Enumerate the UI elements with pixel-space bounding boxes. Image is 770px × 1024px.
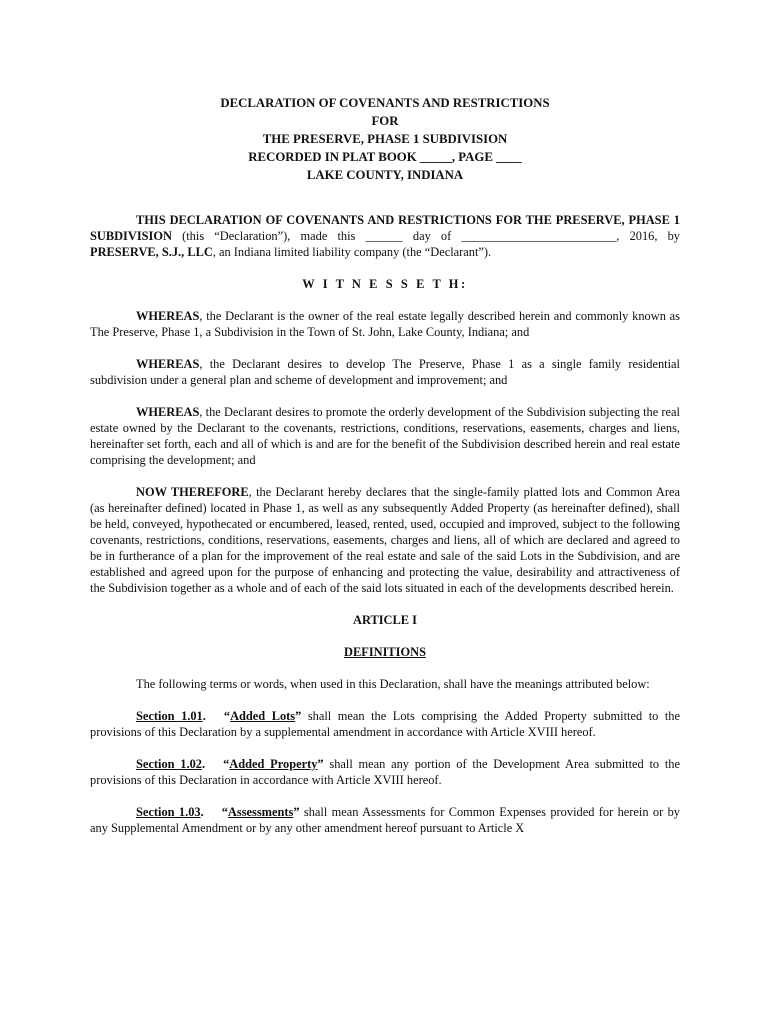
now-therefore-text: , the Declarant hereby declares that the single-family platted lots and Common Area (as hereinafter defined) located in Phase 1, as well as any subsequently Added Property (as hereinafter defined), shall be held, conveyed, hypothecated or encumbered, leased, rented, used, occupied and improved, subject to the following covenants, restrictions, conditions, reservations, easements, charges and liens, all of which are declared and agreed to be in furtherance of a plan for the improvement of the real estate and sale of the said Lots in the Subdivision, and are established and agreed upon for the purpose of enhancing and protecting the value, desirability and attractiveness of the Subdivision together as a whole and of each of the said lots situated in each of the developments described herein. (90, 485, 680, 595)
section-1-03-term: Assessments (227, 805, 294, 819)
definitions-intro: The following terms or words, when used in this Declaration, shall have the meanings attributed below: (136, 677, 650, 691)
section-1-01-text: shall mean the Lots comprising the Added Property submitted to the provisions of this Declaration by a supplemental amendment in accordance with Article XVIII hereof. (90, 709, 680, 739)
section-1-01: Section 1.01. “Added Lots” shall mean the Lots comprising the Added Property submitted to the provisions of this Declaration by a supplemental amendment in accordance with Article XVIII hereof. (90, 709, 680, 739)
now-therefore-lead: NOW THEREFORE (136, 485, 249, 499)
whereas-2-lead: WHEREAS (136, 357, 200, 371)
whereas-2-text: , the Declarant desires to develop The Preserve, Phase 1 as a single family residential subdivision under a general plan and scheme of development and improvement; and (90, 357, 680, 387)
preamble-paragraph (90, 212, 680, 260)
section-1-03-label: Section 1.03 (136, 805, 201, 819)
section-1-01-label: Section 1.01 (136, 709, 203, 723)
title-line-5: LAKE COUNTY, INDIANA (306, 168, 464, 182)
preamble-text-2: , an Indiana limited liability company (the “Declarant”). (212, 245, 492, 259)
title-line-4: RECORDED IN PLAT BOOK _____, PAGE ____ (248, 150, 522, 164)
whereas-paragraph-2 (90, 356, 680, 388)
whereas-1-text: , the Declarant is the owner of the real estate legally described herein and commonly known as The Preserve, Phase 1, a Subdivision in the Town of St. John, Lake County, Indiana; and (90, 309, 680, 339)
preamble-text-1: (this “Declaration”), made this ______ day of _________________________, 2016, by (171, 229, 680, 243)
section-1-03: Section 1.03. “Assessments” shall mean Assessments for Common Expenses provided for herein or by any Supplemental Amendment or by any other amendment hereof pursuant to Article X (90, 805, 681, 835)
article-heading: ARTICLE I (353, 613, 417, 627)
whereas-paragraph-1 (90, 308, 680, 340)
section-1-02: Section 1.02. “Added Property” shall mean any portion of the Development Area submitted to the provisions of this Declaration in accordance with Article XVIII hereof. (90, 757, 680, 787)
witnesseth-heading: W I T N E S S E T H: (302, 277, 468, 291)
section-1-02-label: Section 1.02 (136, 757, 202, 771)
whereas-3-text: , the Declarant desires to promote the orderly development of the Subdivision subjecting the real estate owned by the Declarant to the covenants, restrictions, conditions, reservations, easements, charges and liens, hereinafter set forth, each and all of which is and are for the benefit of the Subdivision described herein and real estate comprising the development; and (90, 405, 680, 467)
whereas-paragraph-3 (90, 404, 680, 468)
title-line-2: FOR (371, 114, 399, 128)
document-title (90, 94, 680, 184)
document-page (90, 94, 680, 836)
whereas-1-lead: WHEREAS (136, 309, 200, 323)
preamble-bold-intro: THIS DECLARATION OF COVENANTS AND RESTRICTIONS FOR THE PRESERVE, PHASE 1 SUBDIVISION (90, 213, 680, 243)
whereas-3-lead: WHEREAS (136, 405, 200, 419)
section-1-03-text: shall mean Assessments for Common Expenses provided for herein or by any Supplemental Amendment or by any other amendment hereof pursuant to Article X (90, 805, 681, 835)
section-1-02-term: Added Property (229, 757, 318, 771)
now-therefore-paragraph (90, 484, 680, 596)
definitions-heading: DEFINITIONS (344, 645, 426, 659)
section-1-01-term: Added Lots (230, 709, 296, 723)
preamble-party: PRESERVE, S.J., LLC (90, 245, 213, 259)
title-line-3: THE PRESERVE, PHASE 1 SUBDIVISION (262, 132, 508, 146)
title-line-1: DECLARATION OF COVENANTS AND RESTRICTIONS (220, 96, 550, 110)
section-1-02-text: shall mean any portion of the Development Area submitted to the provisions of this Declaration in accordance with Article XVIII hereof. (90, 757, 680, 787)
